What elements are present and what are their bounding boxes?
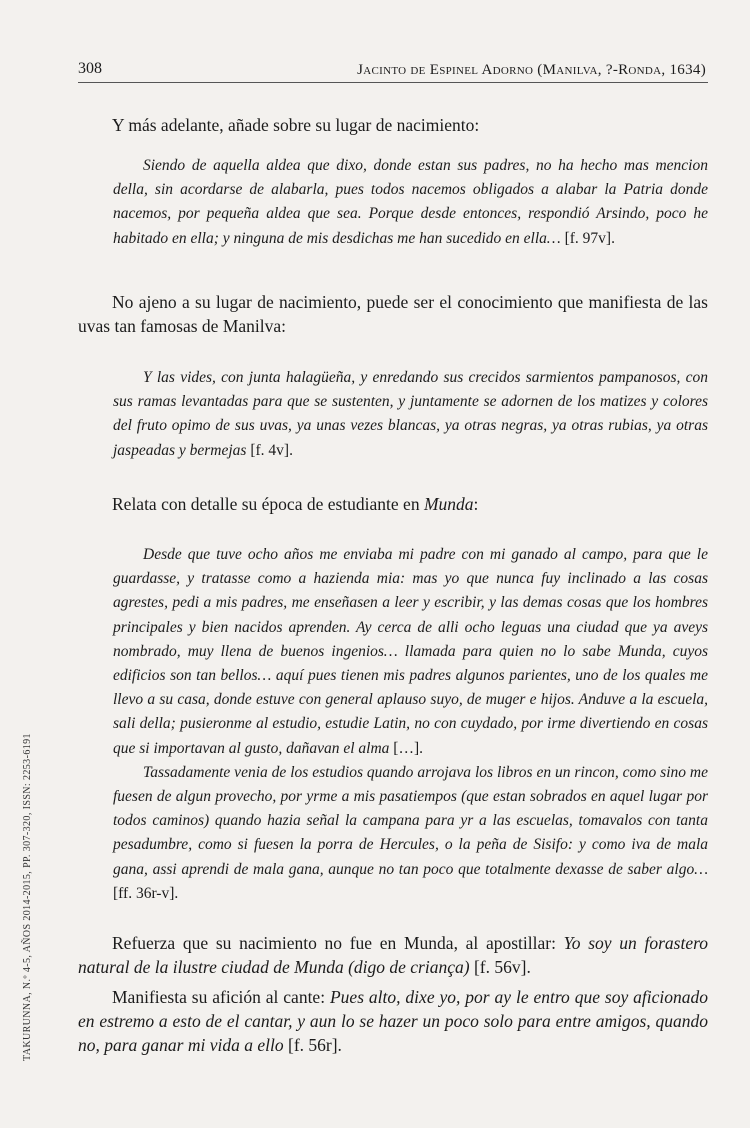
quote-text: Siendo de aquella aldea que dixo, donde estan sus padres, no ha hecho mas mencion della, sin acordarse de alabarla, pues todos nacemos obligados a alabar la Patria donde nacemos, por pequeña aldea que sea. Porque desde entonces, respondió Arsindo, poco he habitado en ella; y ninguna de mis desdichas me han sucedido en ella… xyxy=(113,157,708,247)
journal-citation: TAKURUNNA, N.º 4-5, AÑOS 2014-2015, PP. 307-320, ISSN: 2253-6191 xyxy=(22,733,33,1061)
page-number: 308 xyxy=(78,60,102,77)
paragraph-text: Refuerza que su nacimiento no fue en Munda, al apostillar: xyxy=(112,933,564,953)
ellipsis-reference: […]. xyxy=(393,739,423,757)
quote-text: Y las vides, con junta halagüeña, y enredando sus crecidos sarmientos pampanosos, con sus ramas levantadas para que se sustenten, y juntamente se adornen de los matizes y colores del fruto opimo de sus uvas, ya unas vezes blancas, ya otras negras, ya otras rubias, ya otras jaspeadas y bermejas xyxy=(113,369,708,459)
intro-text: Y más adelante, añade sobre su lugar de nacimiento: xyxy=(112,115,480,135)
paragraph-text: Relata con detalle su época de estudiante en xyxy=(112,494,424,514)
paragraph-text: Manifiesta su afición al cante: xyxy=(112,987,330,1007)
paragraph-text: No ajeno a su lugar de nacimiento, puede ser el conocimiento que manifiesta de las uvas tan famosas de Manilva: xyxy=(78,292,708,336)
quote-paragraph-1 xyxy=(113,543,708,761)
quote-paragraph-2 xyxy=(113,761,708,906)
page-header xyxy=(78,58,708,83)
block-quote-1 xyxy=(113,154,708,251)
quote-text: Tassadamente venia de los estudios quando arrojava los libros en un rincon, como sino me fuesen de algun provecho, por yrme a mis pasatiempos (que estan sobrados en aquel lugar por todos caminos) quando hazia señal la campana para yr a las escuelas, tomavalos con tanta pesadumbre, como si fuesen la porra de Hercules, o la peña de Sisifo: y como iva de mala gana, assi aprendi de mala gana, aunque no tan poco que totalmente dexasse de saber algo… xyxy=(113,763,708,878)
paragraph-birthplace xyxy=(78,931,708,979)
folio-reference: [f. 4v]. xyxy=(250,441,293,459)
folio-reference: [f. 56r]. xyxy=(283,1035,342,1055)
folio-reference: [f. 56v]. xyxy=(469,957,531,977)
quote-paragraph xyxy=(113,154,708,251)
running-head: Jacinto de Espinel Adorno (Manilva, ?-Ronda, 1634) xyxy=(357,62,706,78)
paragraph-singing xyxy=(78,985,708,1057)
block-quote-2 xyxy=(113,366,708,463)
folio-reference: [ff. 36r-v]. xyxy=(113,884,179,902)
paragraph-tail: : xyxy=(473,494,479,514)
quote-text: Desde que tuve ocho años me enviaba mi padre con mi ganado al campo, para que le guardasse, y tratasse como a hazienda mia: mas yo que nunca fuy inclinado a las cosas agrestes, pedi a mis padres, me enseñasen a leer y escribir, y las demas cosas que los hombres principales y bien nacidos aprenden. Ay cerca de alli ocho leguas una ciudad que ya aveys nombrado, muy llena de buenos ingenios… llamada para quien no lo sabe Munda, cuyos edificios son tan bellos… aquí pues tienen mis padres algunos parientes, uno de los quales me llevo a su casa, donde estuve con general aplauso suyo, de muger e hijos. Anduve a la escuela, sali della; pusieronme al estudio, estudie Latin, no con cuydado, por irme divertiendo en cosas que si importavan al gusto, dañavan el alma xyxy=(113,546,708,757)
emphasis-munda: Munda xyxy=(423,494,474,514)
paragraph-student xyxy=(78,492,708,516)
paragraph-grapes xyxy=(78,290,708,338)
intro-paragraph xyxy=(78,113,708,137)
quote-paragraph xyxy=(113,366,708,463)
inline-quote: Yo soy un forastero natural de la ilustre ciudad de Munda (digo de criança) xyxy=(78,933,709,977)
folio-reference: [f. 97v]. xyxy=(564,229,615,247)
block-quote-3 xyxy=(113,543,708,906)
inline-quote: Pues alto, dixe yo, por ay le entro que soy aficionado en estremo a esto de el cantar, y aun lo se hazer un poco solo para entre amigos, quando no, para ganar mi vida a ello xyxy=(78,987,709,1055)
